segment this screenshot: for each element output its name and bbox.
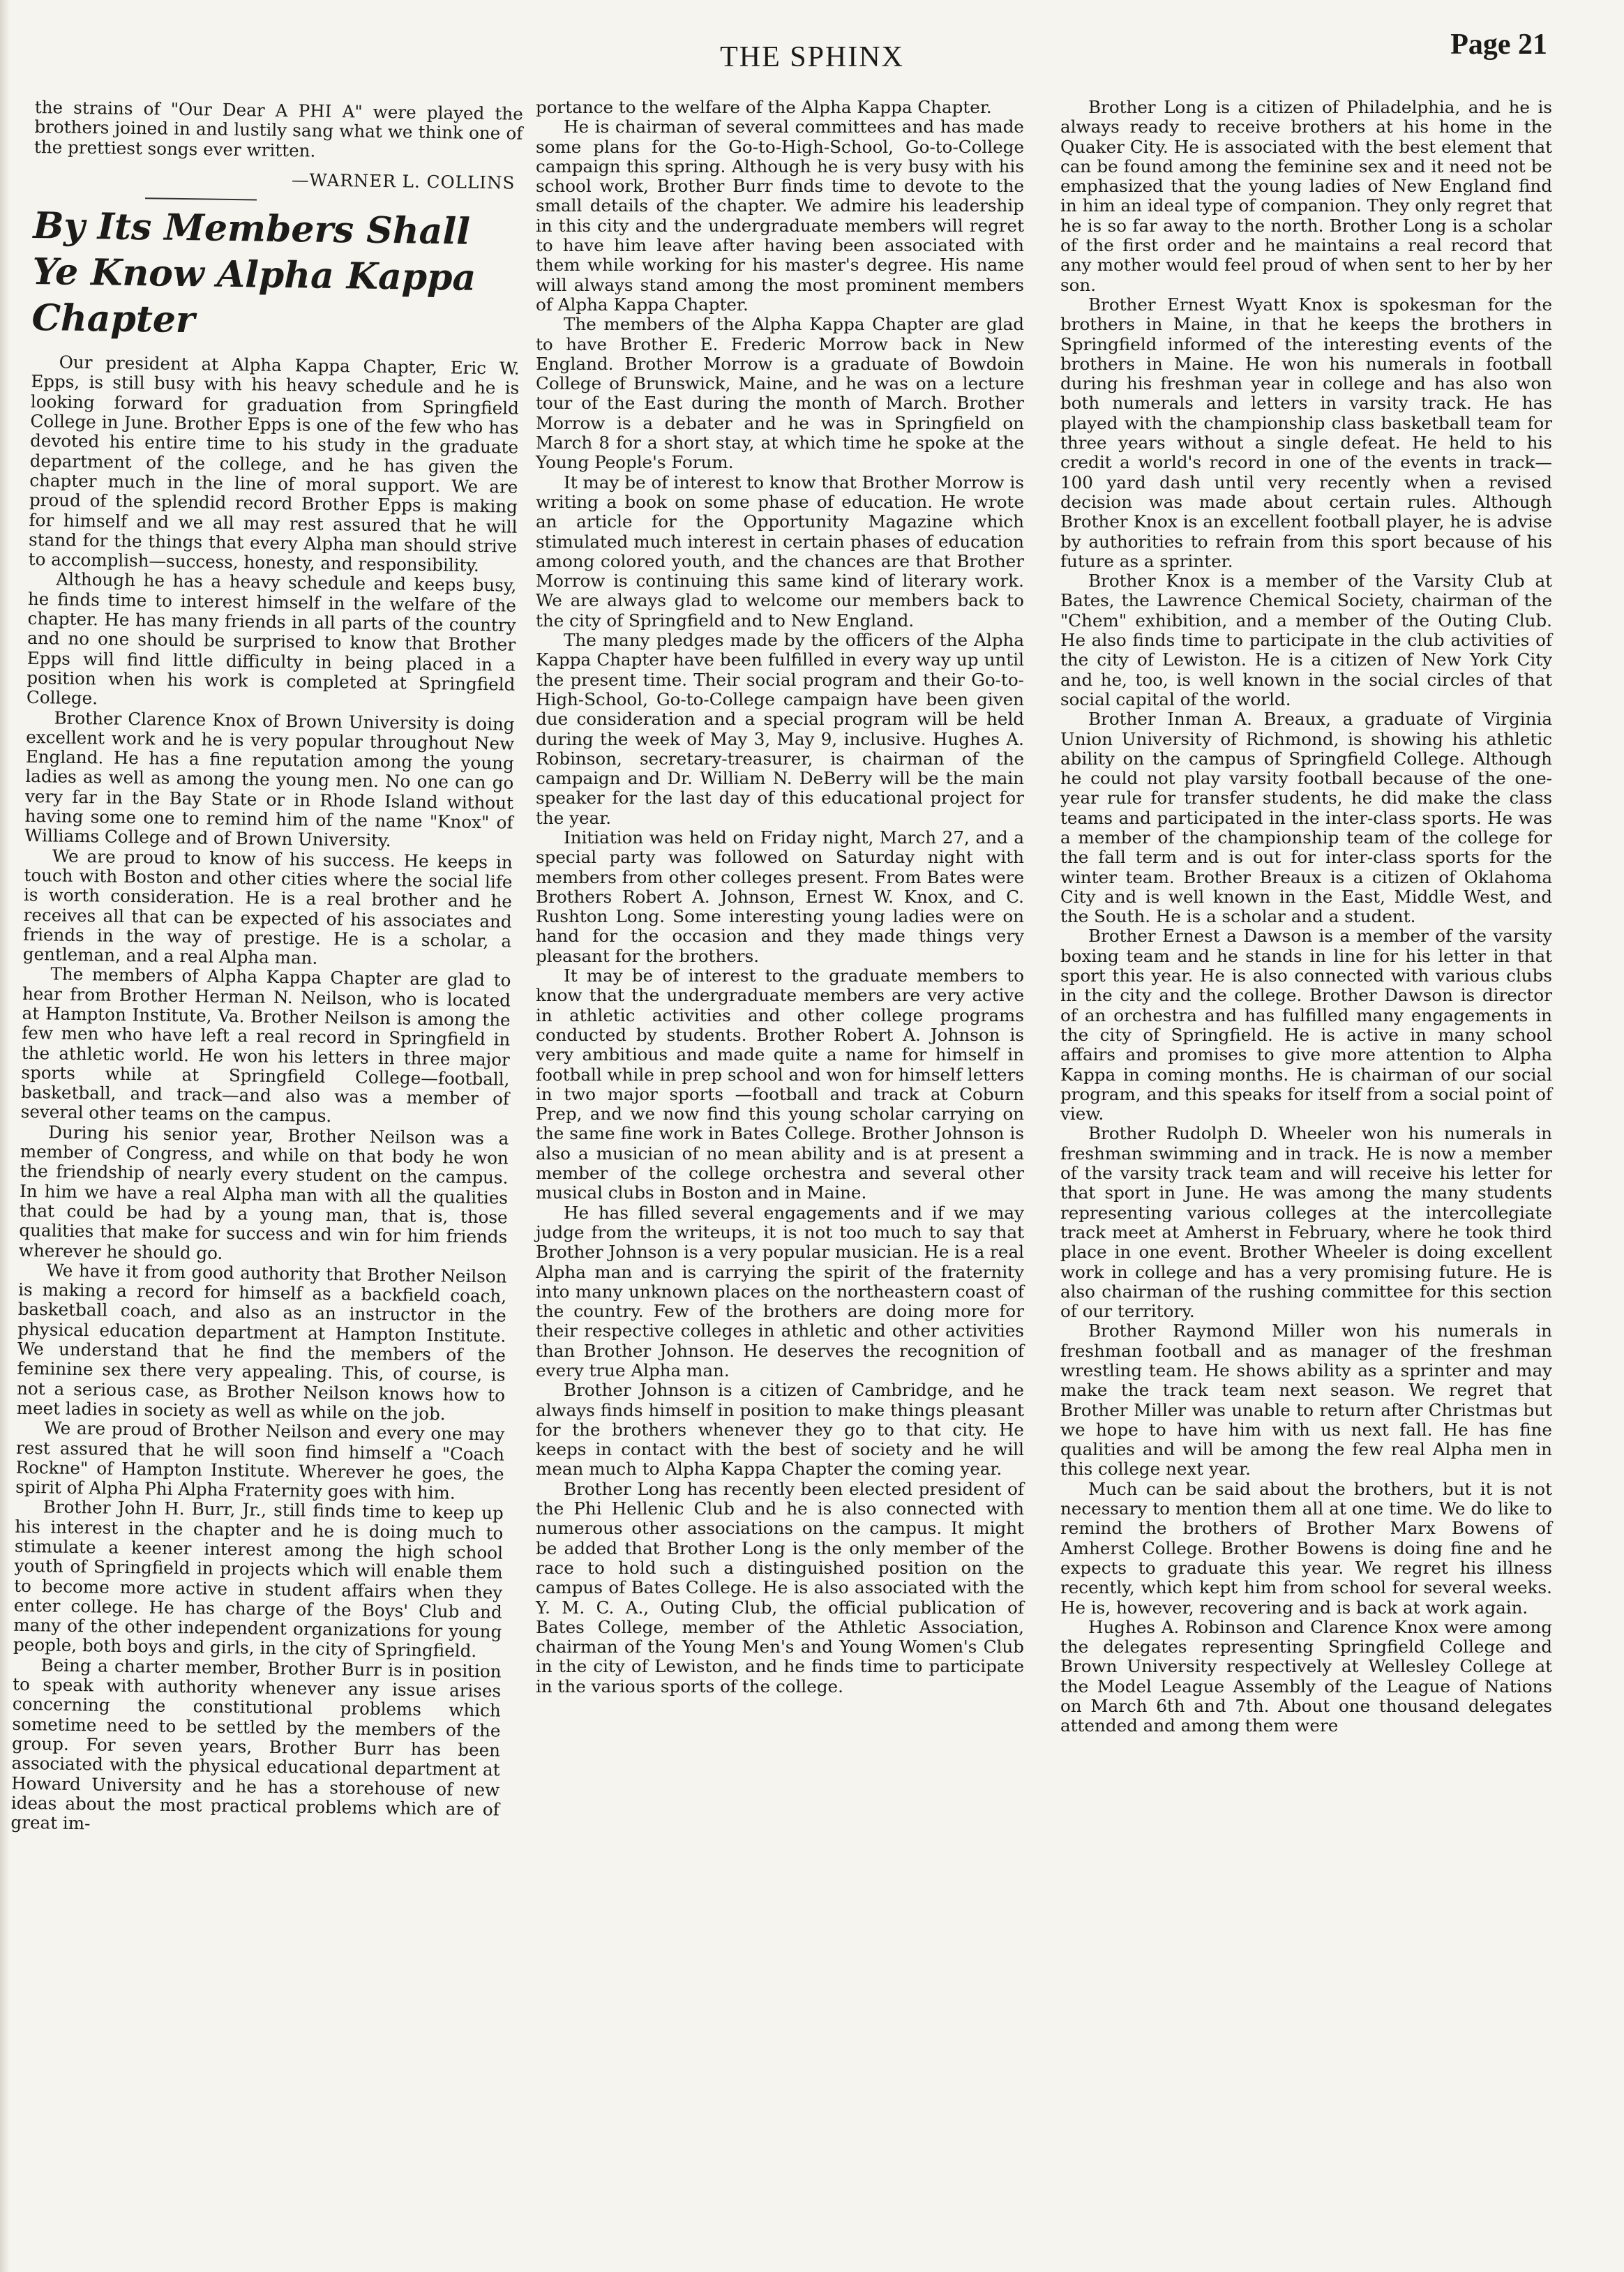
paragraph: During his senior year, Brother Neilson was a member of Congress, and while on that body he won the friendship of nearly every student on the campus. In him we have a real Alpha man with all the qualities that could be had by a young man, that is, those qualities that make for success and win for him friends wherever he should go.	[18, 1122, 509, 1263]
paragraph: Initiation was held on Friday night, March 27, and a special party was followed on Saturday night with members from other colleges present. From Bates were Brothers Robert A. Johnson, Ernest W. Knox, and C. Rushton Long. Some interesting young ladies were on hand for the occasion and they made things very pleasant for the brothers.	[536, 827, 1024, 966]
paragraph: Brother Knox is a member of the Varsity Club at Bates, the Lawrence Chemical Society, chairman of the "Chem" exhibition, and a member of the Outing Club. He also finds time to participate in the club activities of the city of Lewiston. He is a citizen of New York City and he, too, is well known in the social circles of that social capital of the world.	[1060, 571, 1552, 709]
page-header	[0, 28, 1624, 77]
paragraph: Brother John H. Burr, Jr., still finds time to keep up his interest in the chapter and he is doing much to stimulate a keener interest among the high school youth of Springfield in projects which will enable them to become more active in student affairs when they enter college. He has charge of the Boys' Club and many of the other independent organizations for young people, both boys and girls, in the city of Springfield.	[13, 1496, 504, 1662]
page-binding-edge	[0, 0, 10, 2272]
paragraph: Our president at Alpha Kappa Chapter, Eric W. Epps, is still busy with his heavy schedule and he is looking forward for graduation from Springfield College in June. Brother Epps is one of the few who has devoted his entire time to his study in the graduate department of the college, and he has given the chapter much in the line of moral support. We are proud of the splendid record Brother Epps is making for himself and we all may rest assured that he will stand for the things that every Alpha man should strive to accomplish—success, honesty, and responsibility.	[28, 352, 520, 576]
paragraph: Although he has a heavy schedule and keeps busy, he finds time to interest himself in the welfare of the chapter. He has many friends in all parts of the country and no one should be surprised to know that Brother Epps will find little difficulty in being placed in a position when his work is completed at Springfield College.	[26, 569, 517, 709]
author-signature: —WARNER L. COLLINS	[291, 170, 516, 193]
paragraph: Brother Clarence Knox of Brown University is doing excellent work and he is very popular throughout New England. He has a fine reputation among the young ladies as well as among the young men. No one can go very far in the Bay State or in Rhode Island without having some one to remind him of the name "Knox" of Williams College and of Brown University.	[24, 707, 515, 851]
paragraph: Brother Ernest a Dawson is a member of the varsity boxing team and he stands in line for his letter in that sport this year. He is also connected with various clubs in the city and the college. Brother Dawson is director of an orchestra and has fulfilled many engagements in the city of Springfield. He is active in many school affairs and promises to give more attention to Alpha Kappa in coming months. He is chairman of our social program, and this speaks for itself from a social point of view.	[1060, 926, 1552, 1124]
paragraph: The members of Alpha Kappa Chapter are glad to hear from Brother Herman N. Neilson, who is located at Hampton Institute, Va. Brother Neilson is among the few men who have left a real record in Springfield in the athletic world. He won his letters in three major sports while at Springfield College—football, basketball, and track—and also was a member of several other teams on the campus.	[20, 963, 511, 1127]
paragraph: The many pledges made by the officers of the Alpha Kappa Chapter have been fulfilled in every way up until the present time. Their social program and their Go-to-High-School, Go-to-College campaign have been given due consideration and a special program will be held during the week of May 3, May 9, inclusive. Hughes A. Robinson, secretary-treasurer, is chairman of the campaign and Dr. William N. DeBerry will be the main speaker for the last day of this educational project for the year.	[536, 630, 1024, 828]
paragraph: Brother Ernest Wyatt Knox is spokesman for the brothers in Maine, in that he keeps the brothers in Springfield informed of the interesting events of the brothers in Maine. He won his numerals in football during his freshman year in college and has also won both numerals and letters in varsity track. He has played with the championship class basketball team for three years without a single defeat. He held to his credit a world's record in one of the events in track—100 yard dash until very recently when a revised decision was made about certain rules. Although Brother Knox is an excellent football player, he is advise by authorities to refrain from this sport because of his future as a sprinter.	[1060, 294, 1552, 571]
paragraph: Hughes A. Robinson and Clarence Knox were among the delegates representing Springfield College and Brown University respectively at Wellesley College at the Model League Assembly of the League of Nations on March 6th and 7th. About one thousand delegates attended and among them were	[1060, 1616, 1552, 1736]
paragraph: He has filled several engagements and if we may judge from the writeups, it is not too much to say that Brother Johnson is a very popular musician. He is a real Alpha man and is carrying the spirit of the fraternity into many unknown places on the northeastern coast of the country. Few of the brothers are doing more for their respective colleges in athletic and other activities than Brother Johnson. He deserves the recognition of every true Alpha man.	[536, 1202, 1024, 1380]
column-1	[10, 98, 523, 1840]
paragraph: Brother Rudolph D. Wheeler won his numerals in freshman swimming and in track. He is now a member of the varsity track team and will receive his letter for that sport in June. He was among the many students representing various colleges at the intercollegiate track meet at Amherst in February, where he took third place in one event. Brother Wheeler is doing excellent work in college and has a very promising future. He is also chairman of the rushing committee for this section of our territory.	[1060, 1123, 1552, 1322]
intro-paragraph: the strains of "Our Dear A PHI A" were played the brothers joined in and lustily sang what we think one of the prettiest songs ever written.	[33, 97, 523, 161]
paragraph: Brother Long has recently been elected president of the Phi Hellenic Club and he is also connected with numerous other associations on the campus. It might be added that Brother Long is the only member of the race to hold such a distinguished position on the campus of Bates College. He is also associated with the Y. M. C. A., Outing Club, the official publication of Bates College, member of the Athletic Association, chairman of the Young Men's and Young Women's Club in the city of Lewiston, and he finds time to participate in the various sports of the college.	[536, 1478, 1024, 1697]
paragraph: portance to the welfare of the Alpha Kappa Chapter.	[536, 97, 992, 117]
page-number: Page 21	[1450, 29, 1547, 61]
paragraph: We have it from good authority that Brother Neilson is making a record for himself as a backfield coach, basketball coach, and also as an instructor in the physical education department at Hampton Institute. We understand that he find the members of the feminine sex there very appealing. This, of course, is not a serious case, as Brother Neilson knows how to meet ladies in society as well as while on the job.	[16, 1260, 507, 1424]
article-headline: By Its Members Shall Ye Know Alpha Kappa Chapter	[31, 204, 476, 342]
paragraph: It may be of interest to the graduate members to know that the undergraduate members are very active in athletic activities and other college programs conducted by students. Brother Robert A. Johnson is very ambitious and made quite a name for himself in football while in prep school and won for himself letters in two major sports —football and track at Coburn Prep, and we now find this young scholar carrying on the same fine work in Bates College. Brother Johnson is also a musician of no mean ability and is at present a member of the college orchestra and several other musical clubs in Boston and in Maine.	[536, 965, 1024, 1203]
paragraph: Much can be said about the brothers, but it is not necessary to mention them all at one time. We do like to remind the brothers of Brother Marx Bowens of Amherst College. Brother Bowens is doing fine and he expects to graduate this year. We regret his illness recently, which kept him from school for several weeks. He is, however, recovering and is back at work again.	[1060, 1478, 1552, 1618]
paragraph: We are proud to know of his success. He keeps in touch with Boston and other cities where the social life is worth consideration. He is a real brother and he receives all that can be expected of his associates and friends in the way of prestige. He is a scholar, a gentleman, and a real Alpha man.	[22, 845, 513, 968]
masthead: THE SPHINX	[720, 41, 904, 73]
divider-rule	[145, 197, 257, 200]
column-2	[536, 98, 1024, 1697]
column-3	[1060, 98, 1552, 1736]
paragraph: Brother Long is a citizen of Philadelphia, and he is always ready to receive brothers at his home in the Quaker City. He is associated with the best element that can be found among the feminine sex and it need not be emphasized that the young ladies of New England find in him an ideal type of companion. They only regret that he is so far away to the north. Brother Long is a scholar of the first order and he maintains a real record that any mother would feel proud of when sent to her by her son.	[1060, 97, 1552, 295]
paragraph: He is chairman of several committees and has made some plans for the Go-to-High-School, Go-to-College campaign this spring. Although he is very busy with his school work, Brother Burr finds time to devote to the small details of the chapter. We admire his leadership in this city and the undergraduate members will regret to have him leave after having been associated with them while working for his master's degree. His name will always stand among the most prominent members of Alpha Kappa Chapter.	[536, 116, 1024, 315]
paragraph: We are proud of Brother Neilson and every one may rest assured that he will soon find himself a "Coach Rockne" of Hampton Institute. Wherever he goes, the spirit of Alpha Phi Alpha Fraternity goes with him.	[15, 1417, 505, 1503]
paragraph: It may be of interest to know that Brother Morrow is writing a book on some phase of education. He wrote an article for the Opportunity Magazine which stimulated much interest in certain phases of education among colored youth, and the chances are that Brother Morrow is continuing this same kind of literary work. We are always glad to welcome our members back to the city of Springfield and to New England.	[536, 472, 1024, 631]
paragraph: Brother Inman A. Breaux, a graduate of Virginia Union University of Richmond, is showing his athletic ability on the campus of Springfield College. Although he could not play varsity football because of the one-year rule for transfer students, he did make the class teams and participated in the inter-class sports. He was a member of the championship team of the college for the fall term and is out for inter-class sports for the winter team. Brother Breaux is a citizen of Oklahoma City and is well known in the East, Middle West, and the South. He is a scholar and a student.	[1060, 709, 1552, 927]
paragraph: Being a charter member, Brother Burr is in position to speak with authority whenever any issue arises concerning the constitutional problems which sometime need to be settled by the members of the group. For seven years, Brother Burr has been associated with the physical educational department at Howard University and he has a storehouse of new ideas about the most practical problems which are of great im-	[10, 1655, 502, 1834]
paragraph: Brother Johnson is a citizen of Cambridge, and he always finds himself in position to make things pleasant for the brothers whenever they go to that city. He keeps in contact with the best of society and he will mean much to Alpha Kappa Chapter the coming year.	[536, 1380, 1024, 1480]
paragraph: The members of the Alpha Kappa Chapter are glad to have Brother E. Frederic Morrow back in New England. Brother Morrow is a graduate of Bowdoin College of Brunswick, Maine, and he was on a lecture tour of the East during the month of March. Brother Morrow is a debater and he was in Springfield on March 8 for a short stay, at which time he spoke at the Young People's Forum.	[536, 314, 1024, 473]
paragraph: Brother Raymond Miller won his numerals in freshman football and as manager of the freshman wrestling team. He shows ability as a sprinter and may make the track team next season. We regret that Brother Miller was unable to return after Christmas but we hope to have him with us next fall. He has fine qualities and will be among the few real Alpha men in this college next year.	[1060, 1321, 1552, 1480]
